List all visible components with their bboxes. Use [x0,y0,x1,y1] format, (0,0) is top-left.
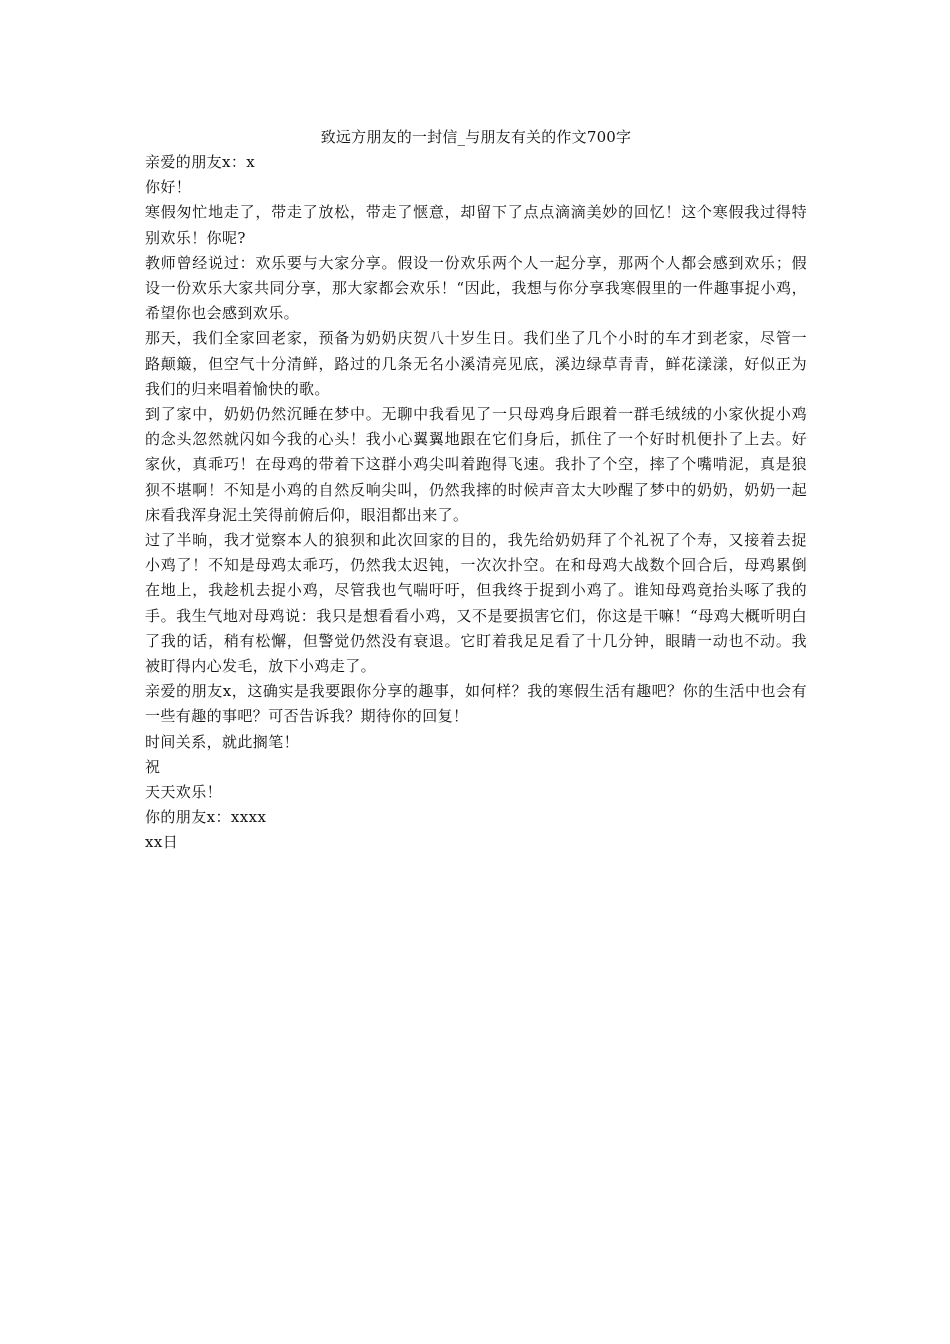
document-page [145,124,807,856]
wish: 祝 [145,757,161,776]
date: xx日 [145,833,179,852]
paragraph-1: 寒假匆忙地走了，带走了放松，带走了惬意，却留下了点点滴滴美妙的回忆！这个寒假我过得特别欢乐！你呢? [145,203,807,247]
wish-text: 天天欢乐！ [145,783,223,802]
closing-line: 时间关系，就此搁笔！ [145,732,300,751]
signature: 你的朋友x：xxxx [145,808,267,827]
salutation: 亲爱的朋友x：x [145,153,256,171]
greeting: 你好！ [145,178,192,197]
document-title: 致远方朋友的一封信_与朋友有关的作文700字 [320,128,632,146]
paragraph-5: 过了半晌，我才觉察本人的狼狈和此次回家的目的，我先给奶奶拜了个礼祝了个寿，又接着去捉小鸡了！不知是母鸡太乖巧，仍然我太迟钝，一次次扑空。在和母鸡大战数个回合后，母鸡累倒在地上，我趁机去捉小鸡，尽管我也气喘吁吁，但我终于捉到小鸡了。谁知母鸡竟抬头啄了我的手。我生气地对母鸡说：我只是想看看小鸡，又不是要损害它们，你这是干嘛！“母鸡大概听明白了我的话，稍有松懈，但警觉仍然没有衰退。它盯着我足足看了十几分钟，眼睛一动也不动。我被盯得内心发毛，放下小鸡走了。 [145,531,807,676]
paragraph-6: 亲爱的朋友x，这确实是我要跟你分享的趣事，如何样？我的寒假生活有趣吧？你的生活中也会有一些有趣的事吧？可否告诉我？期待你的回复！ [145,682,807,726]
paragraph-2: 教师曾经说过：欢乐要与大家分享。假设一份欢乐两个人一起分享，那两个人都会感到欢乐；假设一份欢乐大家共同分享，那大家都会欢乐！“因此，我想与你分享我寒假里的一件趣事捉小鸡，希望你也会感到欢乐。 [145,253,807,323]
paragraph-4: 到了家中，奶奶仍然沉睡在梦中。无聊中我看见了一只母鸡身后跟着一群毛绒绒的小家伙捉小鸡的念头忽然就闪如今我的心头！我小心翼翼地跟在它们身后，抓住了一个好时机便扑了上去。好家伙，真乖巧！在母鸡的带着下这群小鸡尖叫着跑得飞速。我扑了个空，摔了个嘴啃泥，真是狼狈不堪啊！不知是小鸡的自然反响尖叫，仍然我摔的时候声音太大吵醒了梦中的奶奶，奶奶一起床看我浑身泥土笑得前俯后仰，眼泪都出来了。 [145,405,807,524]
paragraph-3: 那天，我们全家回老家，预备为奶奶庆贺八十岁生日。我们坐了几个小时的车才到老家，尽管一路颠簸，但空气十分清鲜，路过的几条无名小溪清亮见底，溪边绿草青青，鲜花漾漾，好似正为我们的归来唱着愉快的歌。 [145,329,807,398]
